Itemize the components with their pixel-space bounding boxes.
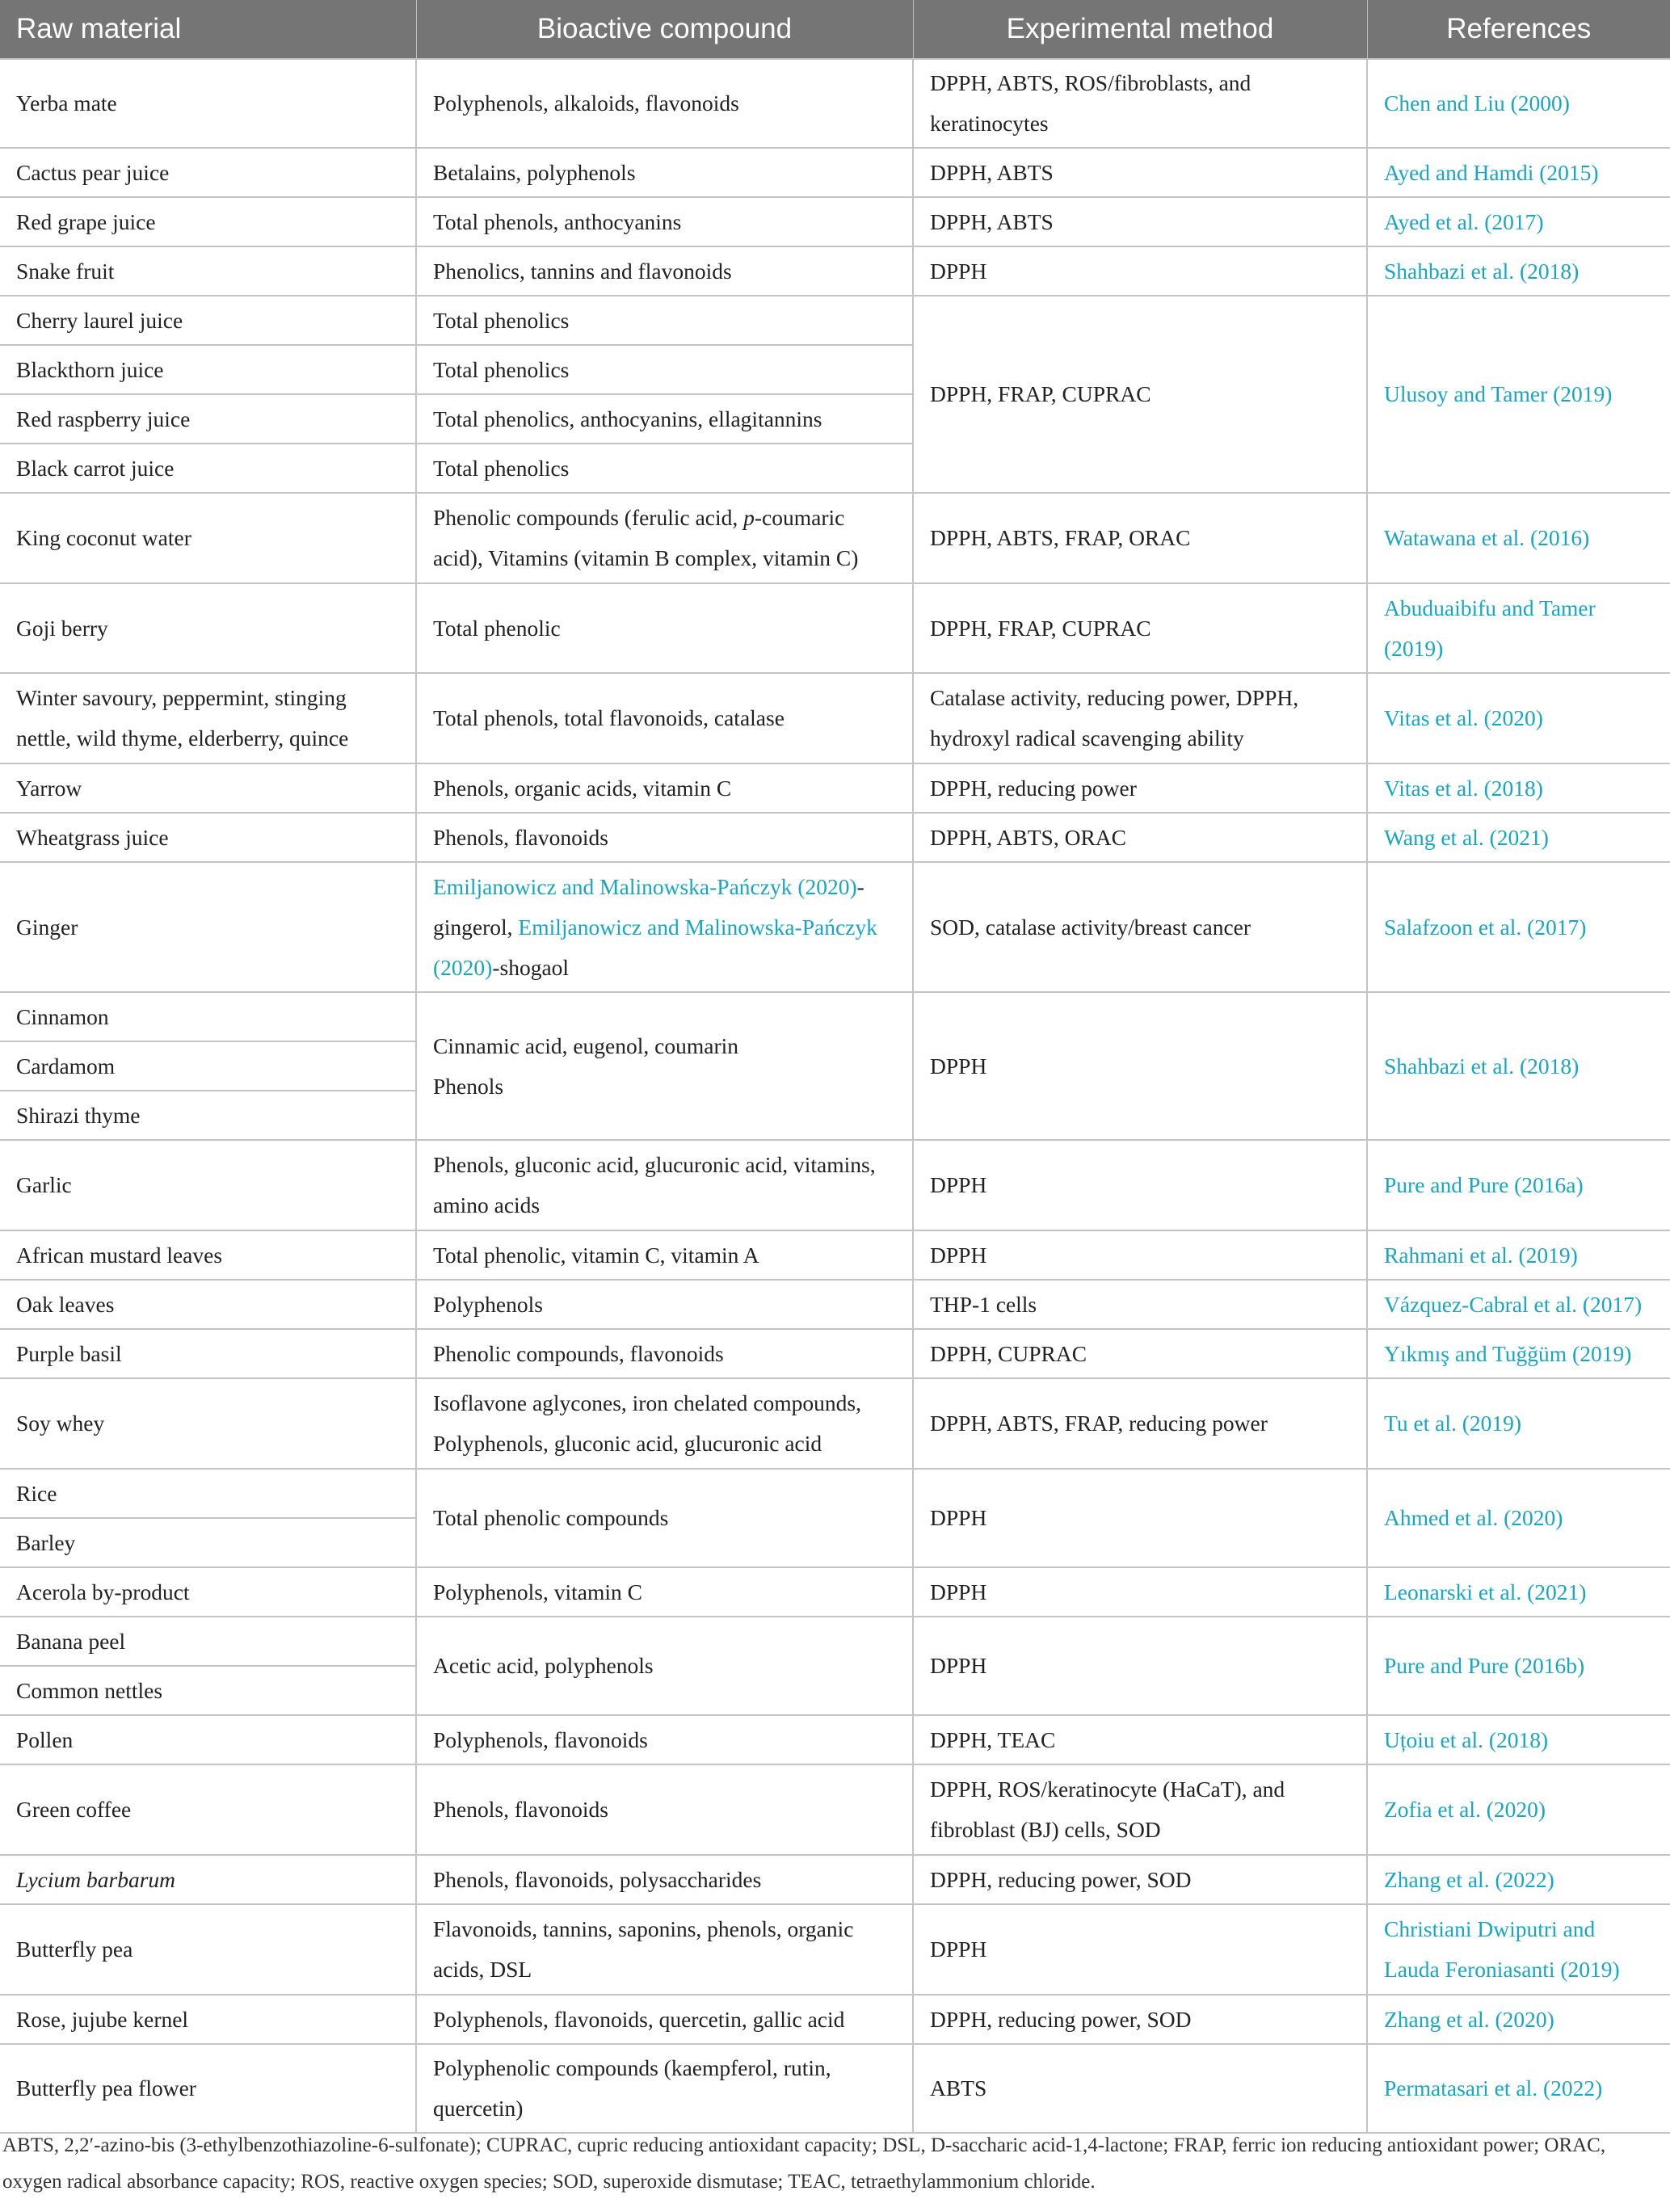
raw-material-cell: Common nettles	[0, 1666, 416, 1715]
compound-cell: Total phenolic compounds	[416, 1469, 913, 1567]
reference-link[interactable]: Ayed and Hamdi (2015)	[1367, 148, 1670, 197]
compound-cell: Phenols, organic acids, vitamin C	[416, 763, 913, 813]
compound-cell: Polyphenols, flavonoids, quercetin, gallic acid	[416, 1995, 913, 2044]
reference-link[interactable]: Ahmed et al. (2020)	[1367, 1469, 1670, 1567]
method-cell: THP-1 cells	[913, 1280, 1367, 1329]
raw-material-cell: Blackthorn juice	[0, 345, 416, 394]
compound-cell: Polyphenols, alkaloids, flavonoids	[416, 59, 913, 148]
raw-material-cell: Butterfly pea	[0, 1904, 416, 1995]
method-cell: DPPH	[913, 246, 1367, 296]
method-cell: DPPH	[913, 1140, 1367, 1230]
compound-text: -coumaric acid), Vitamins (vitamin B complex, vitamin C)	[433, 505, 859, 570]
reference-link[interactable]: Pure and Pure (2016a)	[1367, 1140, 1670, 1230]
method-cell: DPPH	[913, 1230, 1367, 1280]
compound-italic: p	[743, 505, 755, 530]
reference-link[interactable]: Christiani Dwiputri and Lauda Feroniasanti (2019)	[1367, 1904, 1670, 1995]
table-row	[0, 673, 1670, 763]
compound-cell: Phenols, gluconic acid, glucuronic acid, vitamins, amino acids	[416, 1140, 913, 1230]
raw-material-cell: Rose, jujube kernel	[0, 1995, 416, 2044]
method-cell: DPPH	[913, 1617, 1367, 1715]
table-row	[0, 813, 1670, 862]
method-cell: DPPH, ABTS, ORAC	[913, 813, 1367, 862]
raw-material-cell: Cinnamon	[0, 992, 416, 1041]
compound-text: -gingerol,	[433, 873, 864, 940]
header-row	[0, 0, 1670, 59]
raw-material-cell: Lycium barbarum	[0, 1855, 416, 1904]
raw-material-cell: Pollen	[0, 1715, 416, 1764]
raw-material-cell: Cactus pear juice	[0, 148, 416, 197]
raw-material-cell: Black carrot juice	[0, 444, 416, 493]
reference-link[interactable]: Rahmani et al. (2019)	[1367, 1230, 1670, 1280]
reference-link[interactable]: Chen and Liu (2000)	[1367, 59, 1670, 148]
reference-link[interactable]: Yıkmış and Tuğğüm (2019)	[1367, 1329, 1670, 1378]
compound-cell: Isoflavone aglycones, iron chelated compounds, Polyphenols, gluconic acid, glucuronic acid	[416, 1378, 913, 1469]
reference-link[interactable]: Salafzoon et al. (2017)	[1367, 862, 1670, 992]
compound-cell: Phenols, flavonoids	[416, 1764, 913, 1855]
reference-link[interactable]: Zofia et al. (2020)	[1367, 1764, 1670, 1855]
method-cell: DPPH, TEAC	[913, 1715, 1367, 1764]
compound-cell: Flavonoids, tannins, saponins, phenols, organic acids, DSL	[416, 1904, 913, 1995]
compound-cell: Total phenolics	[416, 444, 913, 493]
table-footnote: ABTS, 2,2′-azino-bis (3-ethylbenzothiazoline-6-sulfonate); CUPRAC, cupric reducing antioxidant capacity; DSL, D-saccharic acid-1,4-lactone; FRAP, ferric ion reducing antioxidant power; ORAC, oxygen radical absorbance capacity; ROS, reactive oxygen species; SOD, superoxide dismutase; TEAC, tetraethylammonium chloride.	[2, 2134, 1606, 2193]
compound-text: Cinnamic acid, eugenol, coumarin	[433, 1032, 739, 1058]
compound-cell: Total phenols, anthocyanins	[416, 197, 913, 246]
raw-material-cell: Soy whey	[0, 1378, 416, 1469]
table-row	[0, 1280, 1670, 1329]
table-row	[0, 1378, 1670, 1469]
reference-link[interactable]: Tu et al. (2019)	[1367, 1378, 1670, 1469]
table-row	[0, 1329, 1670, 1378]
raw-material-cell: Green coffee	[0, 1764, 416, 1855]
method-cell: DPPH, ABTS, ROS/fibroblasts, and keratinocytes	[913, 59, 1367, 148]
reference-link[interactable]: Ulusoy and Tamer (2019)	[1367, 296, 1670, 493]
method-cell: DPPH, FRAP, CUPRAC	[913, 583, 1367, 673]
table-row	[0, 1140, 1670, 1230]
raw-material-cell: Rice	[0, 1469, 416, 1518]
reference-link[interactable]: Zhang et al. (2022)	[1367, 1855, 1670, 1904]
compound-cell: Acetic acid, polyphenols	[416, 1617, 913, 1715]
method-cell: ABTS	[913, 2044, 1367, 2133]
method-cell: DPPH, ABTS	[913, 197, 1367, 246]
compound-cell: Total phenolics	[416, 345, 913, 394]
compound-text: Phenols	[433, 1073, 504, 1099]
compound-cell: Total phenolics, anthocyanins, ellagitannins	[416, 394, 913, 444]
method-cell: DPPH, ABTS, FRAP, ORAC	[913, 493, 1367, 583]
method-cell: DPPH, reducing power, SOD	[913, 1855, 1367, 1904]
table-row	[0, 992, 1670, 1041]
table-row	[0, 1715, 1670, 1764]
reference-link[interactable]: Permatasari et al. (2022)	[1367, 2044, 1670, 2133]
raw-material-cell: Purple basil	[0, 1329, 416, 1378]
citation-link[interactable]: Emiljanowicz and Malinowska-Pańczyk (2020)	[433, 914, 877, 980]
compound-cell: Total phenolic, vitamin C, vitamin A	[416, 1230, 913, 1280]
raw-material-cell: Shirazi thyme	[0, 1091, 416, 1140]
method-cell: DPPH, CUPRAC	[913, 1329, 1367, 1378]
compound-cell	[416, 992, 913, 1140]
method-cell: DPPH	[913, 992, 1367, 1140]
table-row	[0, 148, 1670, 197]
table-row	[0, 1904, 1670, 1995]
compound-text: Phenolic compounds (ferulic acid,	[433, 505, 744, 530]
reference-link[interactable]: Ayed et al. (2017)	[1367, 197, 1670, 246]
table-row	[0, 493, 1670, 583]
reference-link[interactable]: Zhang et al. (2020)	[1367, 1995, 1670, 2044]
raw-material-cell: Wheatgrass juice	[0, 813, 416, 862]
compound-cell: Betalains, polyphenols	[416, 148, 913, 197]
compound-cell: Polyphenolic compounds (kaempferol, rutin, quercetin)	[416, 2044, 913, 2133]
table-row	[0, 197, 1670, 246]
raw-material-cell: Cherry laurel juice	[0, 296, 416, 345]
compound-cell: Phenolics, tannins and flavonoids	[416, 246, 913, 296]
method-cell: DPPH, reducing power	[913, 763, 1367, 813]
compound-cell	[416, 862, 913, 992]
raw-material-cell: Winter savoury, peppermint, stinging nettle, wild thyme, elderberry, quince	[0, 673, 416, 763]
raw-material-cell: Red raspberry juice	[0, 394, 416, 444]
raw-material-cell: Barley	[0, 1518, 416, 1567]
table-row	[0, 59, 1670, 148]
table-row	[0, 583, 1670, 673]
table-row	[0, 1230, 1670, 1280]
compound-cell: Phenols, flavonoids, polysaccharides	[416, 1855, 913, 1904]
raw-material-cell: Yarrow	[0, 763, 416, 813]
table-row	[0, 862, 1670, 992]
raw-material-cell: African mustard leaves	[0, 1230, 416, 1280]
method-cell: DPPH, reducing power, SOD	[913, 1995, 1367, 2044]
header-raw-material: Raw material	[0, 0, 416, 59]
table-row	[0, 1567, 1670, 1617]
raw-material-cell: Yerba mate	[0, 59, 416, 148]
compound-cell: Total phenols, total flavonoids, catalase	[416, 673, 913, 763]
reference-link[interactable]: Abuduaibifu and Tamer (2019)	[1367, 583, 1670, 673]
reference-link[interactable]: Pure and Pure (2016b)	[1367, 1617, 1670, 1715]
table-row	[0, 1764, 1670, 1855]
reference-link[interactable]: Shahbazi et al. (2018)	[1367, 246, 1670, 296]
raw-material-cell: Butterfly pea flower	[0, 2044, 416, 2133]
raw-material-cell: Banana peel	[0, 1617, 416, 1666]
compound-cell: Phenols, flavonoids	[416, 813, 913, 862]
method-cell: DPPH	[913, 1567, 1367, 1617]
reference-link[interactable]: Vitas et al. (2018)	[1367, 763, 1670, 813]
citation-link[interactable]: Emiljanowicz and Malinowska-Pańczyk (2020)	[433, 873, 857, 899]
reference-link[interactable]: Vázquez-Cabral et al. (2017)	[1367, 1280, 1670, 1329]
table-row	[0, 1617, 1670, 1666]
method-cell: DPPH	[913, 1469, 1367, 1567]
reference-link[interactable]: Uțoiu et al. (2018)	[1367, 1715, 1670, 1764]
method-cell: DPPH, ABTS, FRAP, reducing power	[913, 1378, 1367, 1469]
method-cell: DPPH	[913, 1904, 1367, 1995]
method-cell: Catalase activity, reducing power, DPPH, hydroxyl radical scavenging ability	[913, 673, 1367, 763]
compound-cell: Polyphenols	[416, 1280, 913, 1329]
compound-cell: Phenolic compounds, flavonoids	[416, 1329, 913, 1378]
method-cell: DPPH, ABTS	[913, 148, 1367, 197]
reference-link[interactable]: Wang et al. (2021)	[1367, 813, 1670, 862]
table-row	[0, 2044, 1670, 2133]
raw-material-cell: Goji berry	[0, 583, 416, 673]
method-cell: DPPH, FRAP, CUPRAC	[913, 296, 1367, 493]
table-row	[0, 763, 1670, 813]
compound-cell: Total phenolic	[416, 583, 913, 673]
raw-material-cell: Snake fruit	[0, 246, 416, 296]
header-bioactive-compound: Bioactive compound	[416, 0, 913, 59]
reference-link[interactable]: Vitas et al. (2020)	[1367, 673, 1670, 763]
reference-link[interactable]: Watawana et al. (2016)	[1367, 493, 1670, 583]
header-references: References	[1367, 0, 1670, 59]
raw-material-cell: King coconut water	[0, 493, 416, 583]
raw-material-cell: Garlic	[0, 1140, 416, 1230]
raw-material-cell: Cardamom	[0, 1041, 416, 1091]
compound-cell: Polyphenols, vitamin C	[416, 1567, 913, 1617]
reference-link[interactable]: Shahbazi et al. (2018)	[1367, 992, 1670, 1140]
method-cell: SOD, catalase activity/breast cancer	[913, 862, 1367, 992]
table-row	[0, 1469, 1670, 1518]
table-row	[0, 246, 1670, 296]
compound-cell	[416, 493, 913, 583]
table-row	[0, 296, 1670, 345]
table-row	[0, 1855, 1670, 1904]
raw-material-cell: Acerola by-product	[0, 1567, 416, 1617]
compound-text: -shogaol	[492, 954, 570, 980]
table-row	[0, 1995, 1670, 2044]
raw-material-cell: Red grape juice	[0, 197, 416, 246]
raw-material-cell: Ginger	[0, 862, 416, 992]
compound-cell: Polyphenols, flavonoids	[416, 1715, 913, 1764]
compound-cell: Total phenolics	[416, 296, 913, 345]
raw-material-cell: Oak leaves	[0, 1280, 416, 1329]
reference-link[interactable]: Leonarski et al. (2021)	[1367, 1567, 1670, 1617]
header-experimental-method: Experimental method	[913, 0, 1367, 59]
method-cell: DPPH, ROS/keratinocyte (HaCaT), and fibroblast (BJ) cells, SOD	[913, 1764, 1367, 1855]
